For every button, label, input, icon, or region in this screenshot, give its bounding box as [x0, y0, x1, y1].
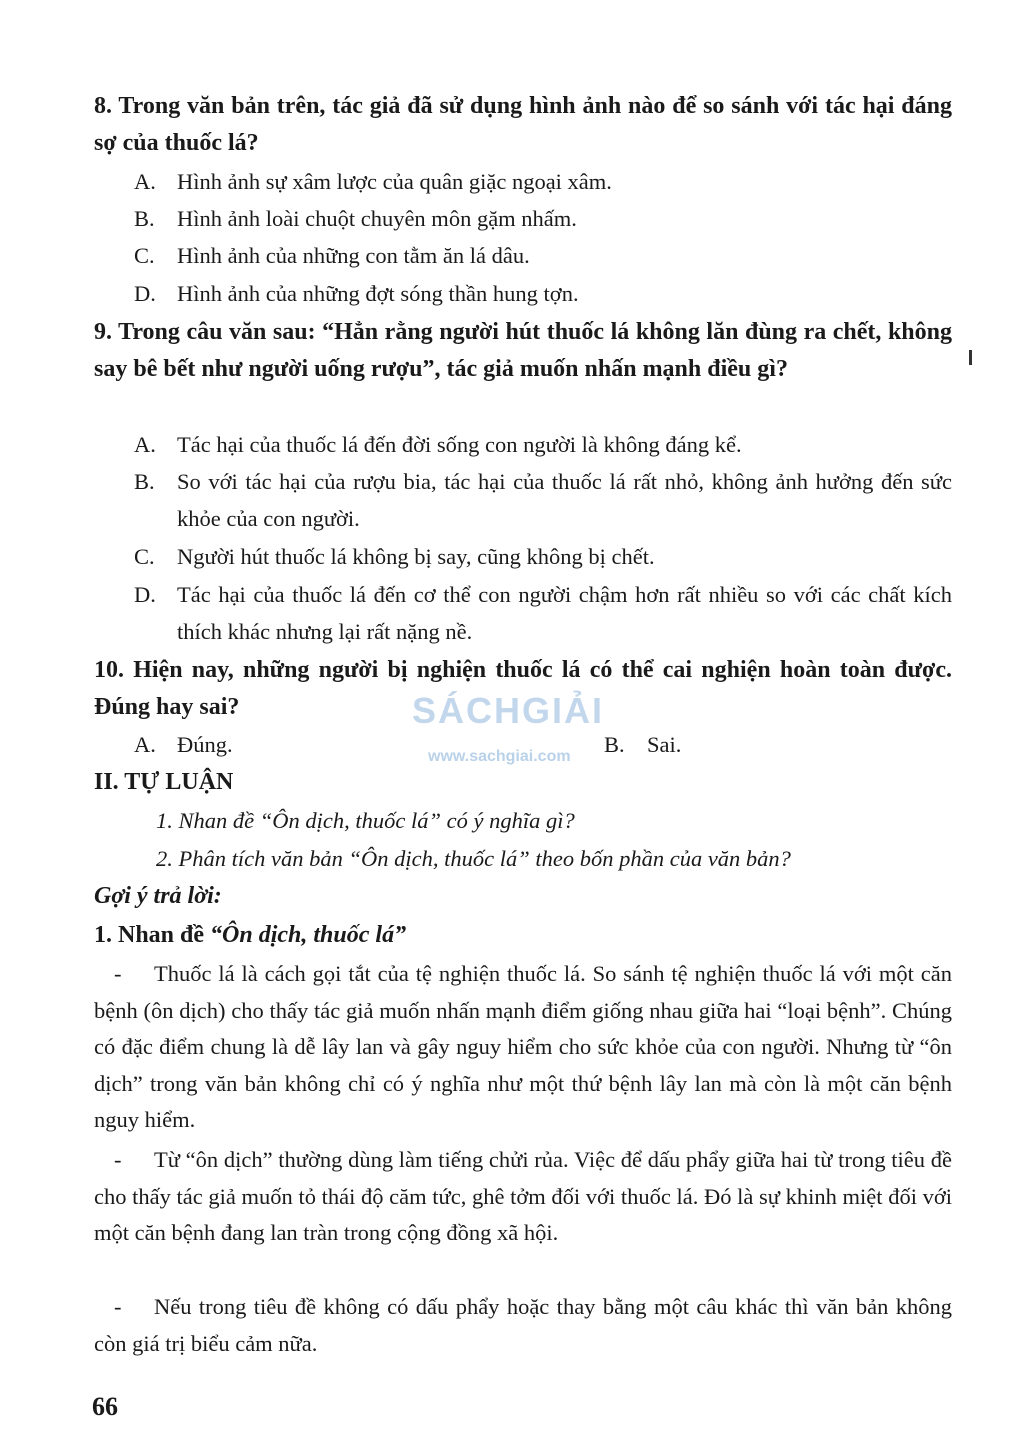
paragraph-text: Từ “ôn dịch” thường dùng làm tiếng chửi rủa. Việc để dấu phẩy giữa hai từ trong tiêu đề cho thấy tác giả muốn tỏ thái độ căm tức, ghê tởm đối với thuốc lá. Đó là sự khinh miệt đối với một căn bệnh đang lan tràn trong cộng đồng xã hội. — [94, 1147, 952, 1245]
answer-paragraph-3 — [94, 1289, 952, 1362]
q8-option-b — [134, 200, 952, 237]
dash-marker: - — [114, 1147, 122, 1172]
essay-question-2: 2. Phân tích văn bản “Ôn dịch, thuốc lá” theo bốn phần của văn bản? — [156, 846, 791, 871]
question-9: 9. Trong câu văn sau: “Hẳn rằng người hút thuốc lá không lăn đùng ra chết, không say bê bết như người uống rượu”, tác giả muốn nhấn mạnh điều gì? — [94, 319, 952, 382]
q10-option-a — [134, 726, 434, 763]
dash-marker: - — [114, 1294, 122, 1319]
answer-heading-number: 1. Nhan đề — [94, 922, 205, 948]
q8-option-d — [134, 275, 952, 312]
watermark-logo: SÁCHGIẢI — [412, 690, 605, 731]
paragraph-text: Nếu trong tiêu đề không có dấu phẩy hoặc thay bằng một câu khác thì văn bản không còn giá trị biểu cảm nữa. — [94, 1294, 952, 1356]
option-text: Tác hại của thuốc lá đến cơ thể con người chậm hơn rất nhiều so với các chất kích thích khác nhưng lại rất nặng nề. — [177, 582, 952, 644]
option-text: Sai. — [647, 732, 682, 757]
option-letter: A. — [134, 169, 156, 194]
q9-option-c — [134, 538, 952, 575]
essay-question-1: 1. Nhan đề “Ôn dịch, thuốc lá” có ý nghĩa gì? — [156, 808, 575, 833]
hint-label: Gợi ý trả lời: — [94, 883, 222, 909]
q8-option-a — [134, 163, 952, 200]
q9-option-a — [134, 426, 952, 463]
section-title: II. TỰ LUẬN — [94, 769, 234, 795]
dash-marker: - — [114, 961, 122, 986]
option-letter: B. — [134, 469, 155, 494]
option-letter: D. — [134, 582, 156, 607]
option-text: Hình ảnh của những đợt sóng thần hung tợn. — [177, 281, 579, 306]
watermark-url: www.sachgiai.com — [428, 748, 571, 765]
paragraph-text: Thuốc lá là cách gọi tắt của tệ nghiện thuốc lá. So sánh tệ nghiện thuốc lá với một căn bệnh (ôn dịch) cho thấy tác giả muốn nhấn mạnh điểm giống nhau giữa hai “loại bệnh”. Chúng có đặc điểm chung là dễ lây lan và gây nguy hiểm cho sức khỏe của con người. Nhưng từ “ôn dịch” trong văn bản không chỉ có ý nghĩa như một thứ bệnh lây lan mà còn là một căn bệnh nguy hiểm. — [94, 961, 952, 1132]
answer-heading — [94, 917, 406, 954]
option-letter: B. — [134, 206, 155, 231]
q10-option-b — [604, 726, 804, 763]
answer-paragraph-2 — [94, 1142, 952, 1252]
option-letter: D. — [134, 281, 156, 306]
q8-option-c — [134, 237, 952, 274]
q9-option-b — [134, 463, 952, 537]
margin-mark — [969, 350, 972, 365]
option-text: Người hút thuốc lá không bị say, cũng không bị chết. — [177, 544, 655, 569]
option-letter: A. — [134, 432, 156, 457]
question-10: 10. Hiện nay, những người bị nghiện thuốc lá có thể cai nghiện hoàn toàn được. Đúng hay sai? — [94, 657, 952, 720]
answer-heading-title: “Ôn dịch, thuốc lá” — [210, 922, 407, 948]
option-text: Hình ảnh sự xâm lược của quân giặc ngoại xâm. — [177, 169, 612, 194]
option-letter: C. — [134, 243, 155, 268]
option-text: So với tác hại của rượu bia, tác hại của thuốc lá rất nhỏ, không ảnh hưởng đến sức khỏe của con người. — [177, 469, 952, 531]
option-letter: B. — [604, 732, 625, 757]
option-text: Đúng. — [177, 732, 233, 757]
option-text: Tác hại của thuốc lá đến đời sống con người là không đáng kể. — [177, 432, 742, 457]
option-text: Hình ảnh loài chuột chuyên môn gặm nhấm. — [177, 206, 577, 231]
option-letter: A. — [134, 732, 156, 757]
question-8: 8. Trong văn bản trên, tác giả đã sử dụng hình ảnh nào để so sánh với tác hại đáng sợ của thuốc lá? — [94, 93, 952, 156]
answer-paragraph-1 — [94, 956, 952, 1139]
option-text: Hình ảnh của những con tằm ăn lá dâu. — [177, 243, 530, 268]
option-letter: C. — [134, 544, 155, 569]
q9-option-d — [134, 576, 952, 650]
page-number: 66 — [92, 1392, 118, 1421]
